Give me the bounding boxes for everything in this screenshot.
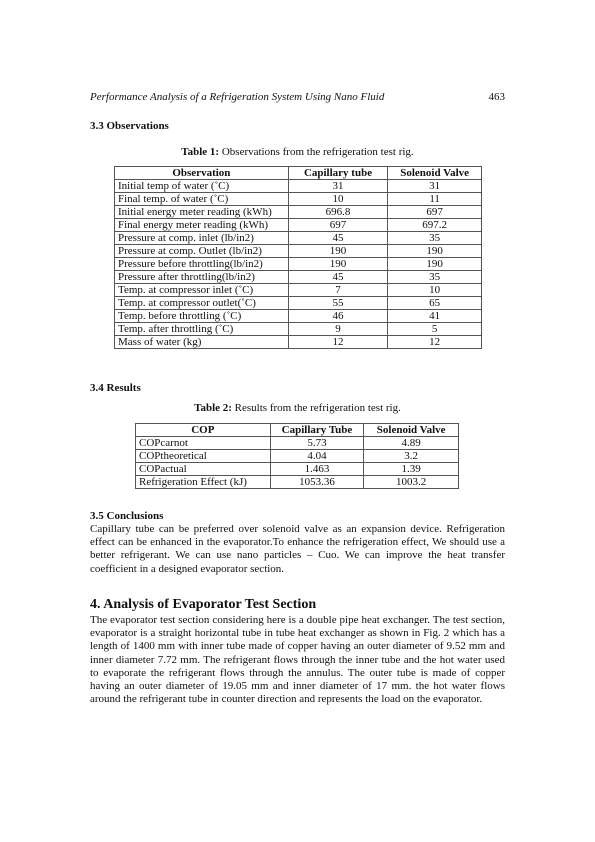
column-header: COP (136, 424, 271, 437)
section-heading-conclusions: 3.5 Conclusions (90, 510, 164, 522)
row-label-cell: Temp. after throttling (˚C) (115, 323, 289, 336)
column-header: Capillary tube (288, 167, 388, 180)
table-row (115, 245, 482, 258)
value-cell: 45 (288, 271, 388, 284)
table-row (115, 271, 482, 284)
column-header: Capillary Tube (270, 424, 364, 437)
table-2-caption-label: Table 2: (194, 402, 232, 414)
value-cell: 35 (388, 232, 482, 245)
row-label-cell: Temp. at compressor inlet (˚C) (115, 284, 289, 297)
table-row (136, 437, 459, 450)
value-cell: 31 (288, 180, 388, 193)
evaporator-paragraph: The evaporator test section considering here is a double pipe heat exchanger. The test section, evaporator is a straight horizontal tube in tube heat exchanger as shown in Fig. 2 which has a length of 1400 mm with inner tube made of copper having an outer diameter of 9.52 mm and inner diameter 7.72 mm. The refrigerant flows through the inner tube and the hot water used to evaporate the refrigerant flows through the annulus. The outer tube is made of copper having an outer diameter of 19.05 mm and inner diameter of 17 mm. the hot water flows around the refrigerant tube in counter direction and represents the load on the evaporator. (90, 614, 505, 706)
value-cell: 65 (388, 297, 482, 310)
table-1-caption-label: Table 1: (181, 146, 220, 158)
table-row (136, 463, 459, 476)
table-row (115, 232, 482, 245)
section-heading-observations: 3.3 Observations (90, 120, 169, 132)
value-cell: 696.8 (288, 206, 388, 219)
value-cell: 9 (288, 323, 388, 336)
table-1-caption (90, 146, 505, 158)
value-cell: 31 (388, 180, 482, 193)
table-header-row (136, 424, 459, 437)
value-cell: 7 (288, 284, 388, 297)
section-heading-results: 3.4 Results (90, 382, 141, 394)
row-label-cell: Initial temp of water (˚C) (115, 180, 289, 193)
table-row (115, 310, 482, 323)
column-header: Observation (115, 167, 289, 180)
value-cell: 55 (288, 297, 388, 310)
row-label-cell: Pressure after throttling(lb/in2) (115, 271, 289, 284)
row-label-cell: COPactual (136, 463, 271, 476)
table-row (115, 336, 482, 349)
table-row (115, 284, 482, 297)
table-row (136, 450, 459, 463)
value-cell: 11 (388, 193, 482, 206)
value-cell: 1.463 (270, 463, 364, 476)
table-row (115, 180, 482, 193)
value-cell: 190 (388, 245, 482, 258)
table-row (115, 258, 482, 271)
value-cell: 10 (288, 193, 388, 206)
value-cell: 190 (288, 258, 388, 271)
row-label-cell: Refrigeration Effect (kJ) (136, 476, 271, 489)
table-row (136, 476, 459, 489)
value-cell: 190 (288, 245, 388, 258)
table-header-row (115, 167, 482, 180)
value-cell: 12 (388, 336, 482, 349)
value-cell: 4.89 (364, 437, 459, 450)
value-cell: 697.2 (388, 219, 482, 232)
row-label-cell: Pressure before throttling(lb/in2) (115, 258, 289, 271)
row-label-cell: COPtheoretical (136, 450, 271, 463)
value-cell: 12 (288, 336, 388, 349)
table-2-caption-text: Results from the refrigeration test rig. (231, 402, 401, 414)
value-cell: 190 (388, 258, 482, 271)
value-cell: 1053.36 (270, 476, 364, 489)
value-cell: 41 (388, 310, 482, 323)
running-title: Performance Analysis of a Refrigeration System Using Nano Fluid (90, 91, 385, 103)
row-label-cell: Mass of water (kg) (115, 336, 289, 349)
column-header: Solenoid Valve (364, 424, 459, 437)
row-label-cell: Final energy meter reading (kWh) (115, 219, 289, 232)
table-2-caption (90, 402, 505, 414)
value-cell: 46 (288, 310, 388, 323)
page-number: 463 (488, 91, 505, 103)
value-cell: 4.04 (270, 450, 364, 463)
row-label-cell: Temp. at compressor outlet(˚C) (115, 297, 289, 310)
table-row (115, 193, 482, 206)
value-cell: 10 (388, 284, 482, 297)
value-cell: 45 (288, 232, 388, 245)
value-cell: 35 (388, 271, 482, 284)
value-cell: 5.73 (270, 437, 364, 450)
observations-table (114, 166, 482, 349)
row-label-cell: Pressure at comp. inlet (lb/in2) (115, 232, 289, 245)
value-cell: 3.2 (364, 450, 459, 463)
value-cell: 697 (288, 219, 388, 232)
table-row (115, 323, 482, 336)
row-label-cell: Pressure at comp. Outlet (lb/in2) (115, 245, 289, 258)
conclusions-paragraph: Capillary tube can be preferred over solenoid valve as an expansion device. Refrigeration effect can be enhanced in the evaporator.To enhance the refrigeration effect, We should use a better refrigerant. We can use nano particles – Cuo. We can improve the heat transfer coefficient in a designed evaporator section. (90, 523, 505, 575)
row-label-cell: COPcarnot (136, 437, 271, 450)
section-heading-evaporator: 4. Analysis of Evaporator Test Section (90, 597, 317, 612)
table-1-caption-text: Observations from the refrigeration test rig. (219, 146, 414, 158)
running-header (90, 91, 505, 103)
table-row (115, 297, 482, 310)
results-table (135, 423, 459, 489)
column-header: Solenoid Valve (388, 167, 482, 180)
value-cell: 1.39 (364, 463, 459, 476)
row-label-cell: Initial energy meter reading (kWh) (115, 206, 289, 219)
value-cell: 697 (388, 206, 482, 219)
row-label-cell: Temp. before throttling (˚C) (115, 310, 289, 323)
value-cell: 1003.2 (364, 476, 459, 489)
table-row (115, 219, 482, 232)
value-cell: 5 (388, 323, 482, 336)
row-label-cell: Final temp. of water (˚C) (115, 193, 289, 206)
table-row (115, 206, 482, 219)
